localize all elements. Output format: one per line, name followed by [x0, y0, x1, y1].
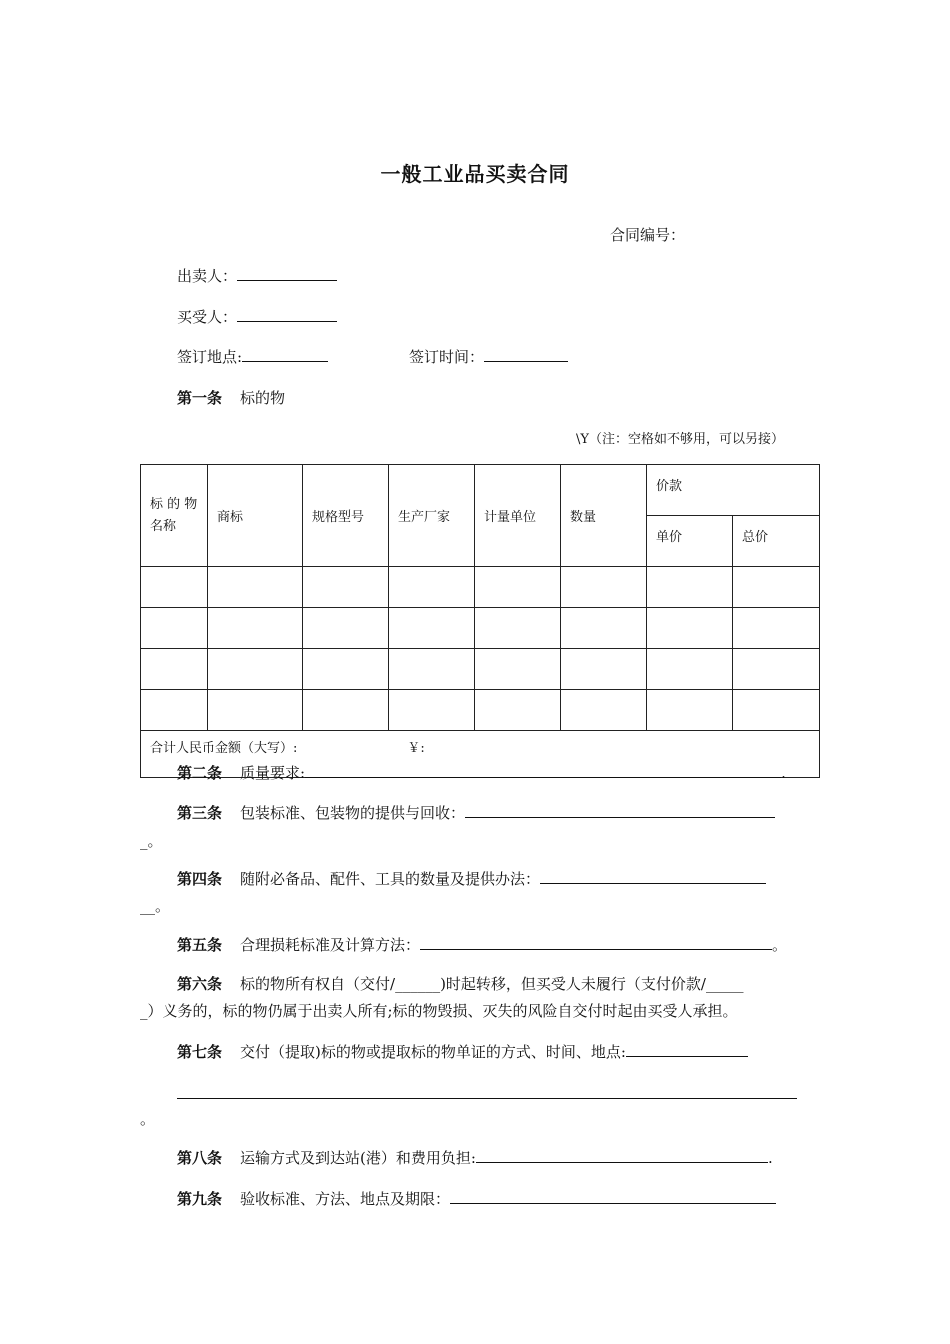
article-3-number: 第三条 [177, 804, 223, 822]
table-cell[interactable] [208, 690, 303, 731]
header-spec: 规格型号 [303, 465, 389, 567]
article-1-text: 标的物 [240, 389, 286, 407]
article-9-text: 验收标准、方法、地点及期限： [240, 1190, 451, 1208]
header-brand: 商标 [208, 465, 303, 567]
article-6 [177, 973, 743, 994]
table-row [141, 608, 820, 649]
table-cell[interactable] [647, 567, 733, 608]
article-7-blank[interactable] [626, 1044, 748, 1057]
contract-number-label: 合同编号： [610, 226, 686, 244]
article-7 [177, 1041, 748, 1062]
article-8-text: 运输方式及到达站(港）和费用负担: [240, 1149, 476, 1167]
article-5-end: 。 [772, 936, 788, 954]
seller-label: 出卖人： [177, 267, 238, 285]
article-2-text: 质量要求: [240, 764, 306, 782]
table-cell[interactable] [733, 690, 820, 731]
header-unit: 计量单位 [475, 465, 561, 567]
table-cell[interactable] [475, 649, 561, 690]
table-cell[interactable] [475, 690, 561, 731]
table-cell[interactable] [389, 608, 475, 649]
table-cell[interactable] [733, 567, 820, 608]
buyer-field [177, 306, 337, 327]
article-7-continuation: 。 [140, 1110, 156, 1128]
article-2-end: . [781, 764, 786, 782]
sign-place-field [177, 346, 328, 367]
article-4-text: 随附必备品、配件、工具的数量及提供办法： [240, 870, 541, 888]
sign-place-label: 签订地点: [177, 348, 243, 366]
article-3-blank[interactable] [465, 805, 775, 818]
article-1-number: 第一条 [177, 389, 223, 407]
seller-blank[interactable] [237, 268, 337, 281]
table-cell[interactable] [561, 567, 647, 608]
header-unit-price: 单价 [647, 516, 733, 567]
table-cell[interactable] [561, 608, 647, 649]
table-cell[interactable] [561, 649, 647, 690]
article-4-blank[interactable] [540, 871, 766, 884]
article-5-text: 合理损耗标准及计算方法： [240, 936, 421, 954]
total-label: 合计人民币金额（大写）: [150, 741, 298, 756]
header-manufacturer: 生产厂家 [389, 465, 475, 567]
table-cell[interactable] [141, 608, 208, 649]
table-cell[interactable] [389, 649, 475, 690]
table-row [141, 567, 820, 608]
article-4-number: 第四条 [177, 870, 223, 888]
table-cell[interactable] [141, 690, 208, 731]
table-cell[interactable] [303, 649, 389, 690]
table-row [141, 690, 820, 731]
table-cell[interactable] [303, 608, 389, 649]
table-cell[interactable] [389, 567, 475, 608]
table-cell[interactable] [208, 567, 303, 608]
article-3-text: 包装标准、包装物的提供与回收： [240, 804, 466, 822]
table-row [141, 649, 820, 690]
article-2 [177, 762, 786, 783]
article-6-continuation: _）义务的，标的物仍属于出卖人所有;标的物毁损、灭失的风险自交付时起由买受人承担。 [140, 1002, 738, 1020]
total-yen: ￥: [407, 741, 425, 756]
header-item-name: 标 的 物 名称 [141, 465, 208, 567]
article-6-text: 标的物所有权自（交付/______)时起转移，但买受人未履行（支付价款/_____ [240, 975, 744, 993]
article-9-number: 第九条 [177, 1190, 223, 1208]
article-2-number: 第二条 [177, 764, 223, 782]
article-8-number: 第八条 [177, 1149, 223, 1167]
article-1 [177, 387, 285, 408]
header-price: 价款 [647, 465, 820, 516]
article-5 [177, 934, 787, 955]
buyer-label: 买受人： [177, 308, 238, 326]
article-5-number: 第五条 [177, 936, 223, 954]
table-cell[interactable] [647, 608, 733, 649]
table-cell[interactable] [389, 690, 475, 731]
goods-table [140, 464, 820, 778]
table-cell[interactable] [647, 690, 733, 731]
header-quantity: 数量 [561, 465, 647, 567]
article-4-continuation: __。 [140, 897, 171, 915]
document-title: 一般工业品买卖合同 [380, 162, 570, 186]
table-cell[interactable] [303, 567, 389, 608]
table-cell[interactable] [561, 690, 647, 731]
article-7-text: 交付（提取)标的物或提取标的物单证的方式、时间、地点: [240, 1043, 626, 1061]
seller-field [177, 265, 337, 286]
article-7-blank-line[interactable] [177, 1085, 797, 1103]
article-8 [177, 1147, 773, 1168]
table-cell[interactable] [141, 567, 208, 608]
table-cell[interactable] [475, 608, 561, 649]
article-3-continuation: _。 [140, 832, 163, 850]
article-9 [177, 1188, 776, 1209]
sign-time-label: 签订时间： [409, 348, 485, 366]
article-6-number: 第六条 [177, 975, 223, 993]
article-2-blank[interactable] [305, 765, 781, 778]
table-cell[interactable] [475, 567, 561, 608]
table-cell[interactable] [208, 608, 303, 649]
table-cell[interactable] [141, 649, 208, 690]
table-cell[interactable] [647, 649, 733, 690]
article-7-number: 第七条 [177, 1043, 223, 1061]
table-cell[interactable] [208, 649, 303, 690]
buyer-blank[interactable] [237, 309, 337, 322]
article-3 [177, 802, 775, 823]
table-note: \Y（注：空格如不够用，可以另接） [576, 432, 784, 447]
article-5-blank[interactable] [420, 937, 772, 950]
sign-time-blank[interactable] [484, 349, 568, 362]
sign-place-blank[interactable] [242, 349, 328, 362]
table-cell[interactable] [303, 690, 389, 731]
article-4 [177, 868, 766, 889]
sign-time-field [409, 346, 568, 367]
table-cell[interactable] [733, 608, 820, 649]
header-total-price: 总价 [733, 516, 820, 567]
table-cell[interactable] [733, 649, 820, 690]
article-8-blank[interactable] [476, 1150, 768, 1163]
article-9-blank[interactable] [450, 1191, 776, 1204]
article-8-end: . [767, 1149, 773, 1167]
